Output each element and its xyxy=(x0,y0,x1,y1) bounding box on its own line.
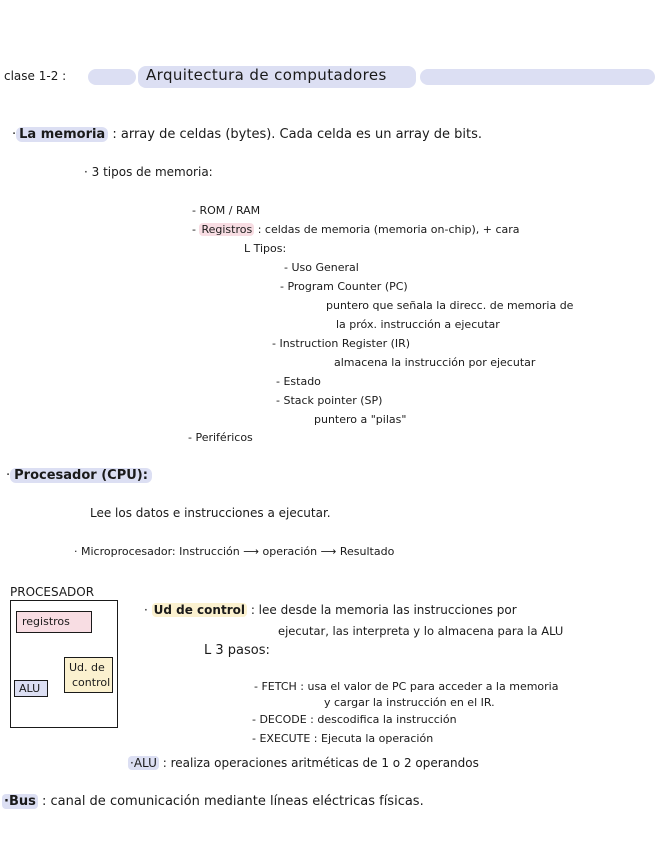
memoria-def: : array de celdas (bytes). Cada celda es un array de bits. xyxy=(112,127,483,142)
program-counter: - Program Counter (PC) xyxy=(280,280,408,293)
memoria-line: · La memoria : array de celdas (bytes). Cada celda es un array de bits. xyxy=(12,127,483,142)
memoria-term: La memoria xyxy=(16,127,108,142)
fetch-1: - FETCH : usa el valor de PC para acceder a la memoria xyxy=(254,680,559,693)
lee-datos: Lee los datos e instrucciones a ejecutar. xyxy=(90,506,331,520)
alu-label: ALU xyxy=(19,682,41,695)
decode: - DECODE : descodifica la instrucción xyxy=(252,713,457,726)
header-highlight-left xyxy=(88,69,136,85)
registros-def: : celdas de memoria (memoria on-chip), + cara xyxy=(257,223,520,236)
micro-operacion: operación xyxy=(262,545,318,558)
ir-desc: almacena la instrucción por ejecutar xyxy=(334,356,536,369)
registros-line: - Registros : celdas de memoria (memoria on-chip), + cara xyxy=(192,223,520,236)
tipos-sub: L Tipos: xyxy=(244,242,287,255)
tres-pasos: L 3 pasos: xyxy=(204,643,270,658)
rom-ram: - ROM / RAM xyxy=(192,204,261,217)
clase-label: clase 1-2 : xyxy=(4,69,67,83)
alu-line xyxy=(128,756,479,771)
registros-label: registros xyxy=(22,615,70,628)
uso-general: - Uso General xyxy=(284,261,359,274)
diagram-title: PROCESADOR xyxy=(10,585,95,599)
registros-term: Registros xyxy=(201,223,253,236)
bus-def: : canal de comunicación mediante líneas eléctricas físicas. xyxy=(41,794,424,809)
ud-control-label-1: Ud. de xyxy=(69,661,105,674)
microprocesador-line xyxy=(74,544,394,559)
control-line-1: · Ud de control : lee desde la memoria las instrucciones por xyxy=(144,603,517,617)
pc-desc-1: puntero que señala la direcc. de memoria de xyxy=(326,299,574,312)
bus-line xyxy=(2,794,424,809)
procesador-line: · Procesador (CPU): xyxy=(6,468,152,483)
sp-desc: puntero a "pilas" xyxy=(314,413,407,426)
control-def-1: : lee desde la memoria las instrucciones por xyxy=(250,603,517,617)
micro-label: · Microprocesador: xyxy=(74,545,176,558)
tipos-memoria: · 3 tipos de memoria: xyxy=(84,165,213,179)
arrow-icon: ⟶ xyxy=(243,545,260,558)
pc-desc-2: la próx. instrucción a ejecutar xyxy=(336,318,500,331)
micro-resultado: Resultado xyxy=(339,545,395,558)
alu-def: : realiza operaciones aritméticas de 1 o 2 operandos xyxy=(162,756,479,770)
page-title: Arquitectura de computadores xyxy=(146,66,387,84)
arrow-icon: ⟶ xyxy=(320,545,337,558)
perifericos: - Periféricos xyxy=(188,431,253,444)
stack-pointer: - Stack pointer (SP) xyxy=(276,394,383,407)
control-term: Ud de control xyxy=(153,603,245,617)
estado: - Estado xyxy=(276,375,321,388)
header-highlight-right xyxy=(420,69,655,85)
alu-term: ·ALU xyxy=(130,756,157,770)
ud-control-label-2: control xyxy=(72,676,111,689)
bus-term: ·Bus xyxy=(4,794,36,809)
control-def-2: ejecutar, las interpreta y lo almacena para la ALU xyxy=(278,624,564,638)
instruction-register: - Instruction Register (IR) xyxy=(272,337,411,350)
execute: - EXECUTE : Ejecuta la operación xyxy=(252,732,434,745)
procesador-term: Procesador (CPU): xyxy=(10,468,152,483)
micro-instruccion: Instrucción xyxy=(179,545,240,558)
fetch-2: y cargar la instrucción en el IR. xyxy=(324,696,495,709)
